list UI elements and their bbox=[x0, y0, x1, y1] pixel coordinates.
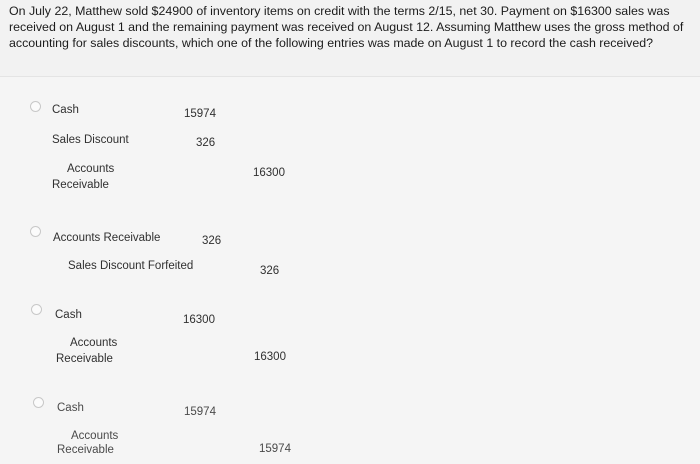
option-1-account-ar-line1: Accounts bbox=[67, 163, 115, 175]
option-1-account-ar-line2: Receivable bbox=[52, 179, 109, 191]
option-3-debit-cash: 16300 bbox=[183, 314, 215, 326]
option-2-radio[interactable] bbox=[30, 226, 41, 237]
option-2-account-ar: Accounts Receivable bbox=[53, 232, 161, 244]
option-3-account-ar-line1: Accounts bbox=[70, 337, 118, 349]
option-1-radio[interactable] bbox=[30, 101, 41, 112]
option-1-debit-sales-discount: 326 bbox=[196, 137, 216, 149]
option-4-debit-cash: 15974 bbox=[184, 406, 216, 418]
option-4-credit-ar: 15974 bbox=[259, 443, 291, 455]
option-4-radio[interactable] bbox=[33, 397, 44, 408]
option-2-account-sdf: Sales Discount Forfeited bbox=[68, 260, 194, 272]
option-4-account-ar-line1: Accounts bbox=[71, 430, 119, 442]
option-4-account-ar-line2: Receivable bbox=[57, 444, 114, 456]
option-3-credit-ar: 16300 bbox=[254, 351, 286, 363]
question-text: On July 22, Matthew sold $24900 of inventory items on credit with the terms 2/15, net 30. Payment on $16300 sales was received on August 1 and the remaining payment was received on August 12. Assuming Matthew uses the gross method of accounting for sales discounts, which one of the following entries was made on August 1 to record the cash received? bbox=[9, 4, 684, 50]
option-2-debit-ar: 326 bbox=[202, 235, 222, 247]
option-3-account-ar-line2: Receivable bbox=[56, 353, 113, 365]
option-2-credit-sdf: 326 bbox=[260, 265, 280, 277]
option-4-account-cash: Cash bbox=[57, 402, 84, 414]
option-3-radio[interactable] bbox=[31, 304, 42, 315]
option-1-account-cash: Cash bbox=[52, 104, 79, 116]
option-1-debit-cash: 15974 bbox=[184, 108, 216, 120]
option-3-account-cash: Cash bbox=[55, 309, 82, 321]
option-1-credit-ar: 16300 bbox=[253, 167, 285, 179]
option-1-account-sales-discount: Sales Discount bbox=[52, 134, 129, 146]
